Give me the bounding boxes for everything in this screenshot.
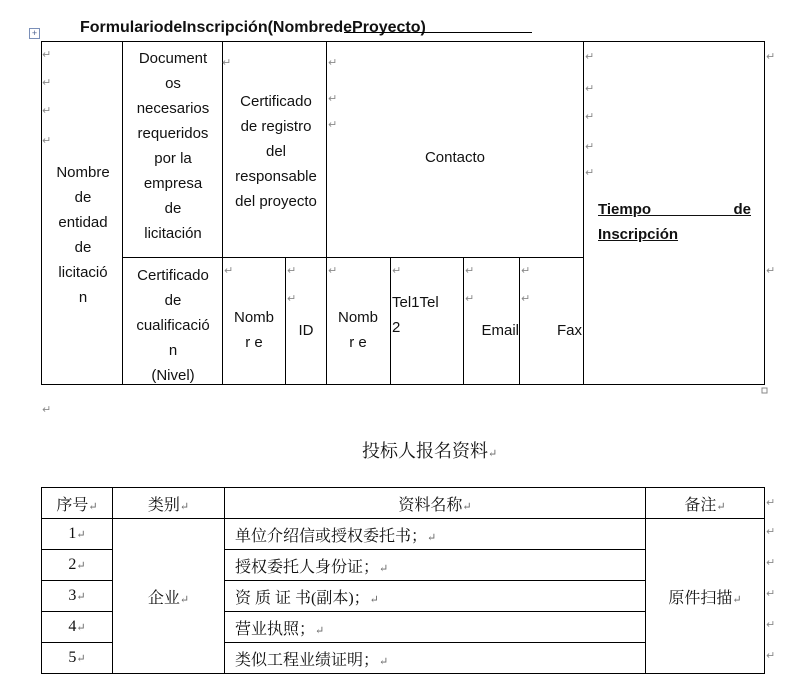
cell-telephone: Tel1Tel 2: [392, 294, 439, 336]
cell-required-documents: Document os necesarios requeridos por la empresa de licitación: [136, 50, 210, 242]
table-move-handle-icon[interactable]: +: [29, 28, 40, 39]
cell-contact-header: Contacto: [424, 149, 486, 166]
paragraph-mark: ↵: [328, 57, 338, 69]
paragraph-mark: ↵: [585, 141, 595, 153]
paragraph-mark: ↵: [766, 526, 776, 538]
paragraph-mark: ↵: [42, 135, 52, 147]
table-row: [42, 519, 765, 550]
paragraph-mark: ↵: [287, 265, 297, 277]
paragraph-mark: ↵: [585, 111, 595, 123]
cell-name-1: Nomb r e: [233, 309, 274, 351]
paragraph-mark: ↵: [766, 650, 776, 662]
row-number: 4↵: [42, 612, 113, 643]
paragraph-mark: ↵: [42, 105, 52, 117]
cell-registration-certificate: Certificado de registro del responsable del proyecto: [235, 93, 317, 210]
paragraph-mark: ↵: [585, 51, 595, 63]
paragraph-mark: ↵: [42, 49, 52, 61]
paragraph-mark: ↵: [224, 265, 234, 277]
header-document-name: 资料名称↵: [225, 488, 646, 519]
document-name-cell: 类似工程业绩证明；↵: [225, 643, 646, 674]
cell-fax: Fax: [556, 322, 582, 339]
paragraph-mark: ↵: [585, 83, 595, 95]
document-name-cell: 营业执照；↵: [225, 612, 646, 643]
paragraph-mark: ↵: [521, 293, 531, 305]
note-cell: 原件扫描↵: [646, 519, 765, 674]
row-number: 1↵: [42, 519, 113, 550]
paragraph-mark: ↵: [42, 77, 52, 89]
paragraph-mark: ↵: [465, 265, 475, 277]
paragraph-mark: ↵: [287, 293, 297, 305]
cell-name-2: Nomb r e: [337, 309, 378, 351]
paragraph-mark: ↵: [328, 119, 338, 131]
document-name-cell: 单位介绍信或授权委托书；↵: [225, 519, 646, 550]
paragraph-mark: ↵: [766, 619, 776, 631]
paragraph-mark: ↵: [42, 404, 52, 416]
paragraph-mark: ↵: [465, 293, 475, 305]
paragraph-mark: ↵: [766, 557, 776, 569]
paragraph-mark: ↵: [222, 57, 232, 69]
category-cell: 企业↵: [113, 519, 225, 674]
header-no: 序号↵: [42, 488, 113, 519]
row-number: 3↵: [42, 581, 113, 612]
cell-email: Email: [481, 322, 519, 339]
form-title: FormulariodeInscripción(NombredeProyecto): [80, 19, 426, 36]
paragraph-mark: ↵: [521, 265, 531, 277]
cell-entity-name: Nombre de entidad de licitació n: [56, 164, 110, 306]
paragraph-mark: ↵: [766, 265, 776, 277]
document-name-cell: 授权委托人身份证；↵: [225, 550, 646, 581]
cell-id: ID: [298, 322, 314, 339]
paragraph-mark: ↵: [328, 265, 338, 277]
document-name-cell: 资 质 证 书(副本)；↵: [225, 581, 646, 612]
cell-registration-time: Tiempo de Inscripción: [598, 201, 751, 243]
paragraph-mark: ↵: [328, 93, 338, 105]
bidder-registration-title: 投标人报名资料↵: [362, 441, 498, 461]
paragraph-mark: ↵: [766, 51, 776, 63]
paragraph-mark: ↵: [766, 497, 776, 509]
paragraph-mark: ↵: [766, 588, 776, 600]
row-number: 5↵: [42, 643, 113, 674]
cell-qualification-certificate: Certificado de cualificació n (Nivel): [136, 267, 210, 384]
paragraph-mark: ↵: [392, 265, 402, 277]
paragraph-mark: ↵: [585, 167, 595, 179]
header-category: 类别↵: [113, 488, 225, 519]
bidder-documents-table: [41, 487, 765, 674]
row-number: 2↵: [42, 550, 113, 581]
header-note: 备注↵: [646, 488, 765, 519]
table-header-row: [42, 488, 765, 519]
